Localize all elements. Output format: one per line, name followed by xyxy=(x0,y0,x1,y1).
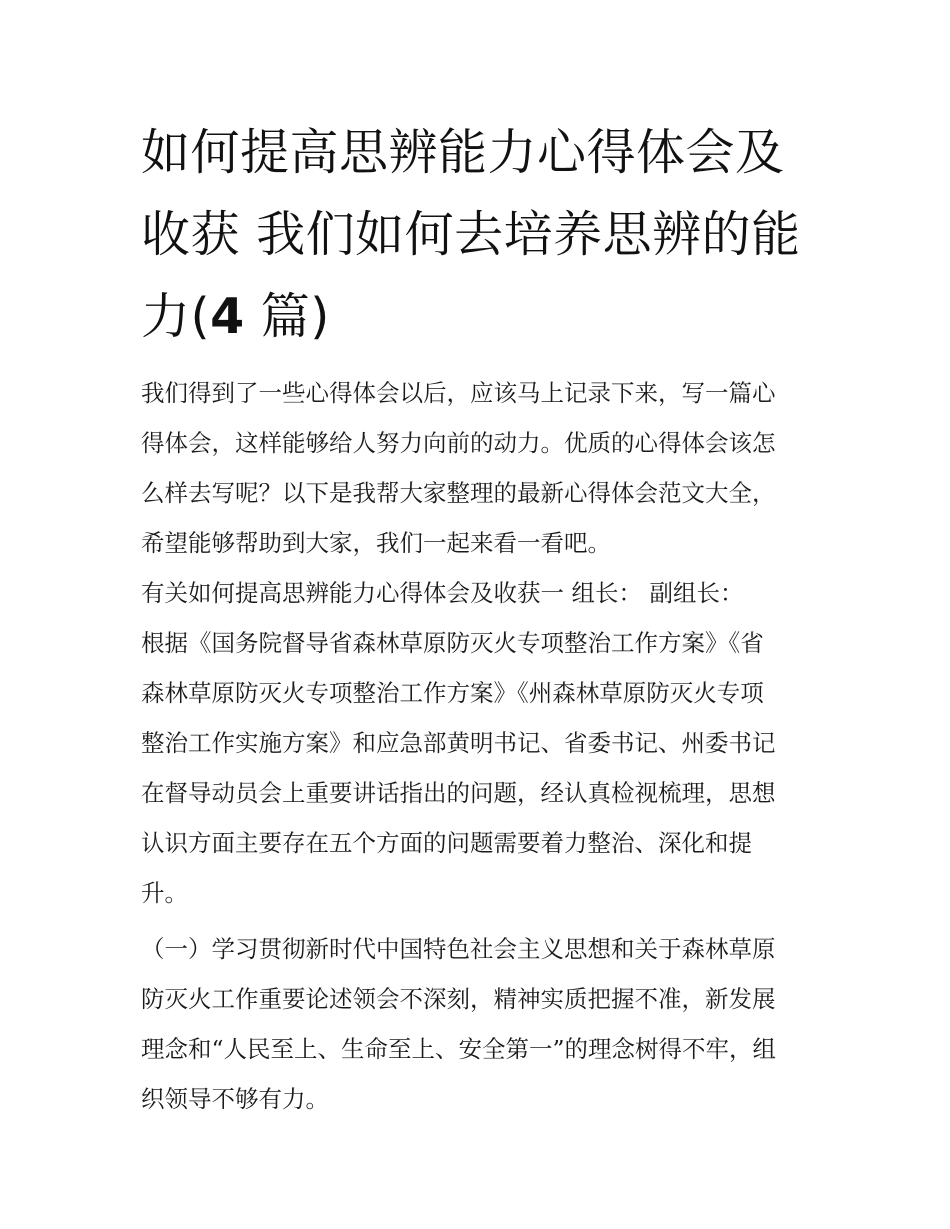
title-line xyxy=(141,276,816,358)
paragraph-line: 认识方面主要存在五个方面的问题需要着力整治、深化和提 xyxy=(141,829,752,857)
paragraph-line: 理念和“人民至上、生命至上、安全第一”的理念树得不牢，组 xyxy=(141,1035,777,1063)
title-text: 力( xyxy=(141,288,211,345)
paragraph-line: 织领导不够有力。 xyxy=(141,1085,329,1113)
paragraph-line: 在督导动员会上重要讲话指出的问题，经认真检视梳理，思想 xyxy=(141,779,776,807)
body-paragraph xyxy=(141,618,816,918)
paragraph-line: 升。 xyxy=(141,879,188,907)
title-text: 篇) xyxy=(244,288,330,345)
section-heading-paragraph xyxy=(141,568,816,618)
paragraph-line: 整治工作实施方案》和应急部黄明书记、省委书记、州委书记 xyxy=(141,729,776,757)
title-line: 如何提高思辨能力心得体会及 xyxy=(141,124,785,181)
paragraph-line: 希望能够帮助到大家，我们一起来看一看吧。 xyxy=(141,529,611,557)
intro-paragraph xyxy=(141,368,816,568)
document-content xyxy=(141,112,816,1124)
paragraph-line: 防灭火工作重要论述领会不深刻，精神实质把握不准，新发展 xyxy=(141,985,776,1013)
document-title xyxy=(141,112,816,358)
paragraph-line: 有关如何提高思辨能力心得体会及收获一 组长： 副组长： xyxy=(141,579,744,607)
paragraph-line: 么样去写呢？以下是我帮大家整理的最新心得体会范文大全， xyxy=(141,479,776,507)
paragraph-line: （一）学习贯彻新时代中国特色社会主义思想和关于森林草原 xyxy=(141,935,776,963)
title-count: 4 xyxy=(210,288,245,345)
paragraph-line: 森林草原防灭火专项整治工作方案》《州森林草原防灭火专项 xyxy=(141,679,764,707)
body-paragraph xyxy=(141,924,816,1124)
title-line: 收获 我们如何去培养思辨的能 xyxy=(141,206,801,263)
paragraph-line: 得体会，这样能够给人努力向前的动力。优质的心得体会该怎 xyxy=(141,429,776,457)
paragraph-line: 我们得到了一些心得体会以后，应该马上记录下来，写一篇心 xyxy=(141,379,776,407)
paragraph-line: 根据《国务院督导省森林草原防灭火专项整治工作方案》《省 xyxy=(141,629,764,657)
